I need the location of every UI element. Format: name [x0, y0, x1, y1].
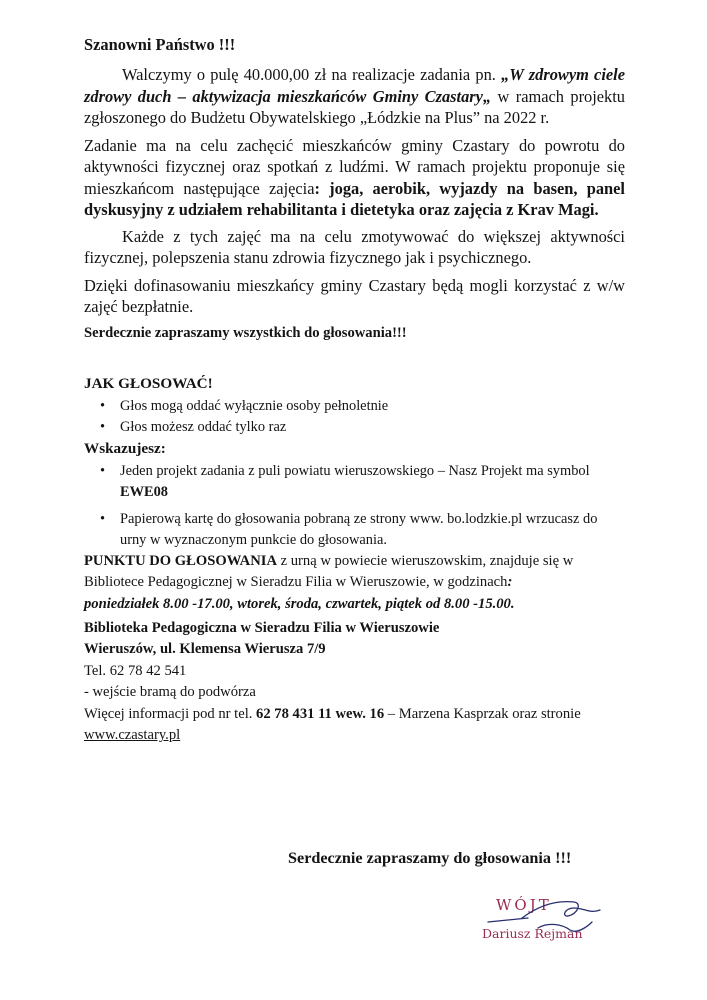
how-to-vote-list — [84, 396, 625, 438]
mayor-stamp — [478, 888, 618, 946]
project-symbol: EWE08 — [120, 483, 168, 500]
voting-point-heading: PUNKTU DO GŁOSOWANIA — [84, 552, 277, 569]
paragraph-intro — [84, 64, 625, 129]
invite-closing: Serdecznie zapraszamy do głosowania !!! — [288, 849, 572, 867]
greeting: Szanowni Państwo !!! — [84, 35, 236, 54]
entrance-note: - wejście bramą do podwórza — [84, 684, 256, 700]
hints-list — [84, 461, 625, 551]
website-link[interactable]: www.czastary.pl — [84, 727, 181, 743]
library-address: Wieruszów, ul. Klemensa Wierusza 7/9 — [84, 641, 326, 657]
intro-text-1: Walczymy o pulę 40.000,00 zł na realizacje zadania pn. — [122, 65, 502, 84]
paragraph-motivation: Każde z tych zajęć ma na celu zmotywować do większej aktywności fizycznej, polepszenia stanu zdrowia fizycznego jak i psychicznego. — [84, 226, 625, 267]
library-phone: Tel. 62 78 42 541 — [84, 662, 187, 679]
voting-point-info — [84, 551, 625, 594]
hints-heading: Wskazujesz: — [84, 439, 166, 457]
stamp-title: WÓJT — [496, 896, 552, 914]
more-info-text-2: – Marzena Kasprzak oraz stronie — [384, 705, 581, 722]
how-to-vote-heading: JAK GŁOSOWAĆ! — [84, 374, 213, 392]
opening-hours: poniedziałek 8.00 -17.00, wtorek, środa, czwartek, piątek od 8.00 -15.00. — [84, 595, 515, 612]
list-item: • Głos mogą oddać wyłącznie osoby pełnoletnie — [120, 396, 625, 417]
activities-list: : joga, aerobik, wyjazdy na basen, panel dyskusyjny z udziałem rehabilitanta i dietetyka oraz zajęcia z Krav Magi. — [84, 178, 625, 219]
paragraph-goal — [84, 135, 625, 221]
stamp-name: Dariusz Rejman — [482, 926, 583, 941]
goal-text: Zadanie ma na celu zachęcić mieszkańców gminy Czastary do powrotu do aktywności fizycznej oraz spotkań z ludźmi. W ramach projektu proponuje się mieszkańcom następujące zajęcia — [84, 135, 625, 198]
intro-text-2: w ramach projektu zgłoszonego do Budżetu Obywatelskiego „Łódzkie na Plus” na 2022 r. — [84, 86, 625, 127]
invite-all: Serdecznie zapraszamy wszystkich do głosowania!!! — [84, 324, 407, 341]
list-item: • Głos możesz oddać tylko raz — [120, 417, 625, 438]
project-name: „W zdrowym ciele zdrowy duch – aktywizacja mieszkańców Gminy Czastary„ — [84, 65, 625, 106]
library-name: Biblioteka Pedagogiczna w Sieradzu Filia w Wieruszowie — [84, 619, 440, 636]
list-item: • Papierową kartę do głosowania pobraną ze strony www. bo.lodzkie.pl wrzucasz do urny w wyznaczonym punkcie do głosowania. — [120, 509, 625, 551]
voting-point-text: z urną w powiecie wieruszowskim, znajduje się w Bibliotece Pedagogicznej w Sieradzu Filia w Wieruszowie, w godzinach — [84, 552, 574, 590]
voting-point-colon: : — [507, 574, 513, 590]
stamp-signature-graphic — [478, 888, 618, 946]
paragraph-free: Dzięki dofinasowaniu mieszkańcy gminy Czastary będą mogli korzystać z w/w zajęć bezpłatnie. — [84, 275, 625, 316]
contact-phone: 62 78 431 11 wew. 16 — [256, 705, 385, 722]
more-info — [84, 704, 625, 747]
list-item — [120, 461, 625, 503]
more-info-text-1: Więcej informacji pod nr tel. — [84, 705, 257, 722]
hint-project-text: Jeden projekt zadania z puli powiatu wieruszowskiego – Nasz Projekt ma symbol — [120, 462, 590, 479]
